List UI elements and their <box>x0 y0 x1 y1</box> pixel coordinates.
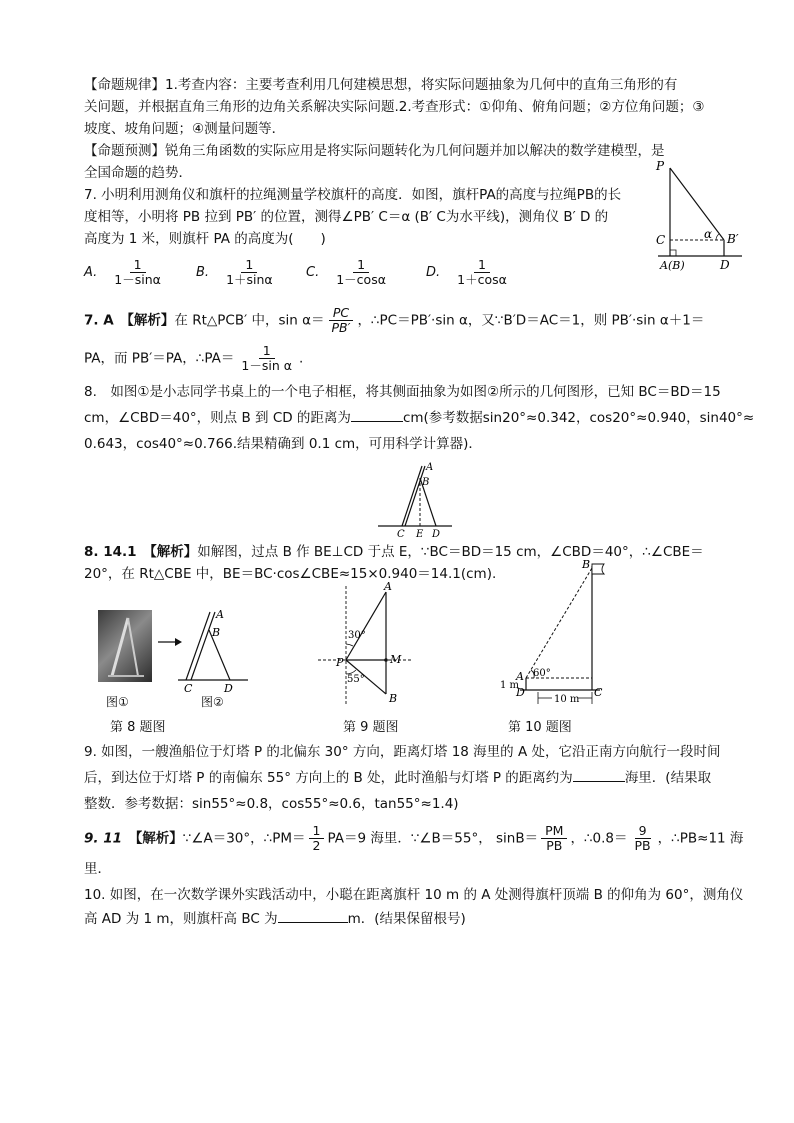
q8-label-c: C <box>397 529 405 540</box>
fig10-label-height: 1 m <box>500 680 520 691</box>
fig10-ab-line <box>526 568 592 678</box>
q7-label-p: P <box>656 159 665 173</box>
q10-line1: 10. 如图，在一次数学课外实践活动中，小聪在距离旗杆 10 m 的 A 处测得旗杆顶端 B 的仰角为 60°，测角仪 <box>84 887 744 903</box>
fig8-photo-frame <box>98 610 152 682</box>
fig10-label-c: C <box>594 686 603 699</box>
a9-line2: 里． <box>84 861 111 877</box>
fig9-label-m: M <box>390 653 402 666</box>
fig10-caption: 第 10 题图 <box>508 720 572 735</box>
fig10-diagram <box>500 556 630 706</box>
fig8-frame-left <box>186 612 210 680</box>
fig9-label-b: B <box>389 692 398 705</box>
q8-label-b: B <box>422 477 430 488</box>
fig10-label-dist: 10 m <box>554 694 580 705</box>
q8-line2: cm，∠CBD＝40°，则点 B 到 CD 的距离为 cm(参考数据sin20°≈0.342，cos20°≈0.940，sin40°≈ <box>84 407 724 429</box>
q8-figure <box>374 460 456 538</box>
a9-number: 9. 11 <box>84 830 123 847</box>
q7-figure <box>650 156 750 274</box>
a8-line1: 8. 14.1 【解析】如解图，过点 B 作 BE⊥CD 于点 E，∵BC＝BD＝15 cm，∠CBD＝40°，∴∠CBE＝ <box>84 544 704 560</box>
a8-line2: 20°，在 Rt△CBE 中，BE＝BC·cos∠CBE≈15×0.940＝14.1(cm). <box>84 566 497 582</box>
q7-label-ab: A(B) <box>660 259 685 272</box>
a9-line1: 9. 11 【解析】∵∠A＝30°，∴PM＝ $\frac{1}{2}$ PA＝9 海里．∵∠B＝55°， sinB＝ $\frac{PM}{PB}$ ，∴0.8＝ $\frac{9}{PB}$ ，∴PB≈11 海 <box>84 823 744 853</box>
fig9-caption: 第 9 题图 <box>343 720 399 735</box>
q8-label-a: A <box>426 462 434 473</box>
fig8-label-d: D <box>224 682 233 695</box>
a7-tag: 【解析】 <box>127 312 175 329</box>
q7-option-b[interactable]: B. $\frac{1}{1+\sin\alpha}$ <box>196 257 273 287</box>
fig8-label-c: C <box>184 682 193 695</box>
q9-line1: 9. 如图，一艘渔船位于灯塔 P 的北偏东 30° 方向，距离灯塔 18 海里的 A 处，它沿正南方向航行一段时间 <box>84 744 721 760</box>
a8-tag: 【解析】 <box>150 544 198 560</box>
q8-frame-left <box>402 466 422 526</box>
fig9-diagram <box>316 580 416 708</box>
q7-rope-pbp <box>670 168 724 240</box>
a7-number: 7. A <box>84 312 114 329</box>
q7-label-c: C <box>656 233 666 247</box>
q8-label-e: E <box>416 529 424 540</box>
q9-answer-blank[interactable] <box>573 767 625 782</box>
q8-answer-blank[interactable] <box>351 407 403 422</box>
intro-predict-line2: 全国命题的趋势． <box>84 165 192 181</box>
q7-label-alpha: α <box>704 227 713 241</box>
fig10-label-d: D <box>516 686 525 699</box>
fig9-label-30: 30° <box>348 630 366 641</box>
fig10-label-a: A <box>516 670 524 683</box>
intro-rule-line2: 关问题，并根据直角三角形的边角关系解决实际问题.2.考查形式：①仰角、俯角问题；②方位角问题；③ <box>84 99 705 115</box>
q8-frame-right <box>405 466 425 526</box>
q9-line3: 整数．参考数据：sin55°≈0.8，cos55°≈0.6，tan55°≈1.4) <box>84 796 459 812</box>
fig8-caption: 第 8 题图 <box>110 720 166 735</box>
q7-label-d: D <box>720 258 730 272</box>
fig9-label-p: P <box>336 656 344 669</box>
fig8-label-b: B <box>212 626 221 639</box>
fig10-label-angle: 60° <box>533 668 551 679</box>
q7-option-c[interactable]: C. $\frac{1}{1-\cos\alpha}$ <box>306 257 386 287</box>
a9-tag: 【解析】 <box>135 830 183 847</box>
intro-rule-line3: 坡度、坡角问题；④测量问题等． <box>84 121 286 137</box>
a7-line1: 7. A 【解析】在 Rt△PCB′ 中，sin α＝ $\frac{PC}{PB'}$ ，∴PC＝PB′·sin α，又∵B′D＝AC＝1，则 PB′·sin α＋1＝ <box>84 305 705 335</box>
q10-answer-blank[interactable] <box>278 908 348 923</box>
fig10-label-b: B <box>582 558 591 571</box>
fig9-label-55: 55° <box>347 674 365 685</box>
intro-rule-line1: 【命题规律】1.考查内容：主要考查利用几何建模思想，将实际问题抽象为几何中的直角三角形的有 <box>84 77 678 93</box>
q7-line2: 度相等，小明将 PB 拉到 PB′ 的位置，测得∠PB′ C＝α (B′ C为水平线)，测角仪 B′ D 的 <box>84 209 609 225</box>
a8-number: 8. 14.1 <box>84 544 137 560</box>
q9-line2: 后，到达位于灯塔 P 的南偏东 55° 方向上的 B 处，此时渔船与灯塔 P 的距离约为 海里．(结果取 <box>84 767 724 789</box>
q7-right-angle <box>670 250 676 256</box>
fig9-label-a: A <box>384 580 392 593</box>
fig9-pa <box>346 592 386 660</box>
q7-line1: 7. 小明利用测角仪和旗杆的拉绳测量学校旗杆的高度．如图，旗杆PA的高度与拉绳PB的长 <box>84 187 622 203</box>
fig8-diagram <box>178 606 254 694</box>
q8-line3: 0.643，cos40°≈0.766.结果精确到 0.1 cm，可用科学计算器)． <box>84 436 482 452</box>
fig9-angle30-arc <box>346 644 353 646</box>
q7-label-bp: B′ <box>727 232 739 246</box>
q7-angle-arc <box>716 234 719 240</box>
fig9-point-m <box>384 658 388 662</box>
fig8-label-a: A <box>216 608 224 621</box>
intro-predict-line1: 【命题预测】锐角三角函数的实际应用是将实际问题转化为几何问题并加以解决的数学建模型，是 <box>84 143 665 159</box>
a7-line2: PA，而 PB′＝PA，∴PA＝ $\frac{1}{\text{1－sin α}}$ . <box>84 343 304 373</box>
fig8-diagram-label: 图② <box>201 695 224 709</box>
q8-label-d: D <box>432 529 441 540</box>
q10-line2: 高 AD 为 1 m，则旗杆高 BC 为 m．(结果保留根号) <box>84 908 724 930</box>
fig10-flag <box>592 564 604 574</box>
fig8-frame-right <box>191 612 215 680</box>
q7-option-d[interactable]: D. $\frac{1}{1+\cos\alpha}$ <box>426 257 507 287</box>
q7-line3: 高度为 1 米，则旗杆 PA 的高度为( ) <box>84 231 326 247</box>
q7-option-a[interactable]: A. $\frac{1}{1-\sin\alpha}$ <box>84 257 161 287</box>
q8-line1: 8. 如图①是小志同学书桌上的一个电子相框，将其侧面抽象为如图②所示的几何图形，已知 BC＝BD＝15 <box>84 384 721 400</box>
fig8-photo-label: 图① <box>106 695 129 709</box>
